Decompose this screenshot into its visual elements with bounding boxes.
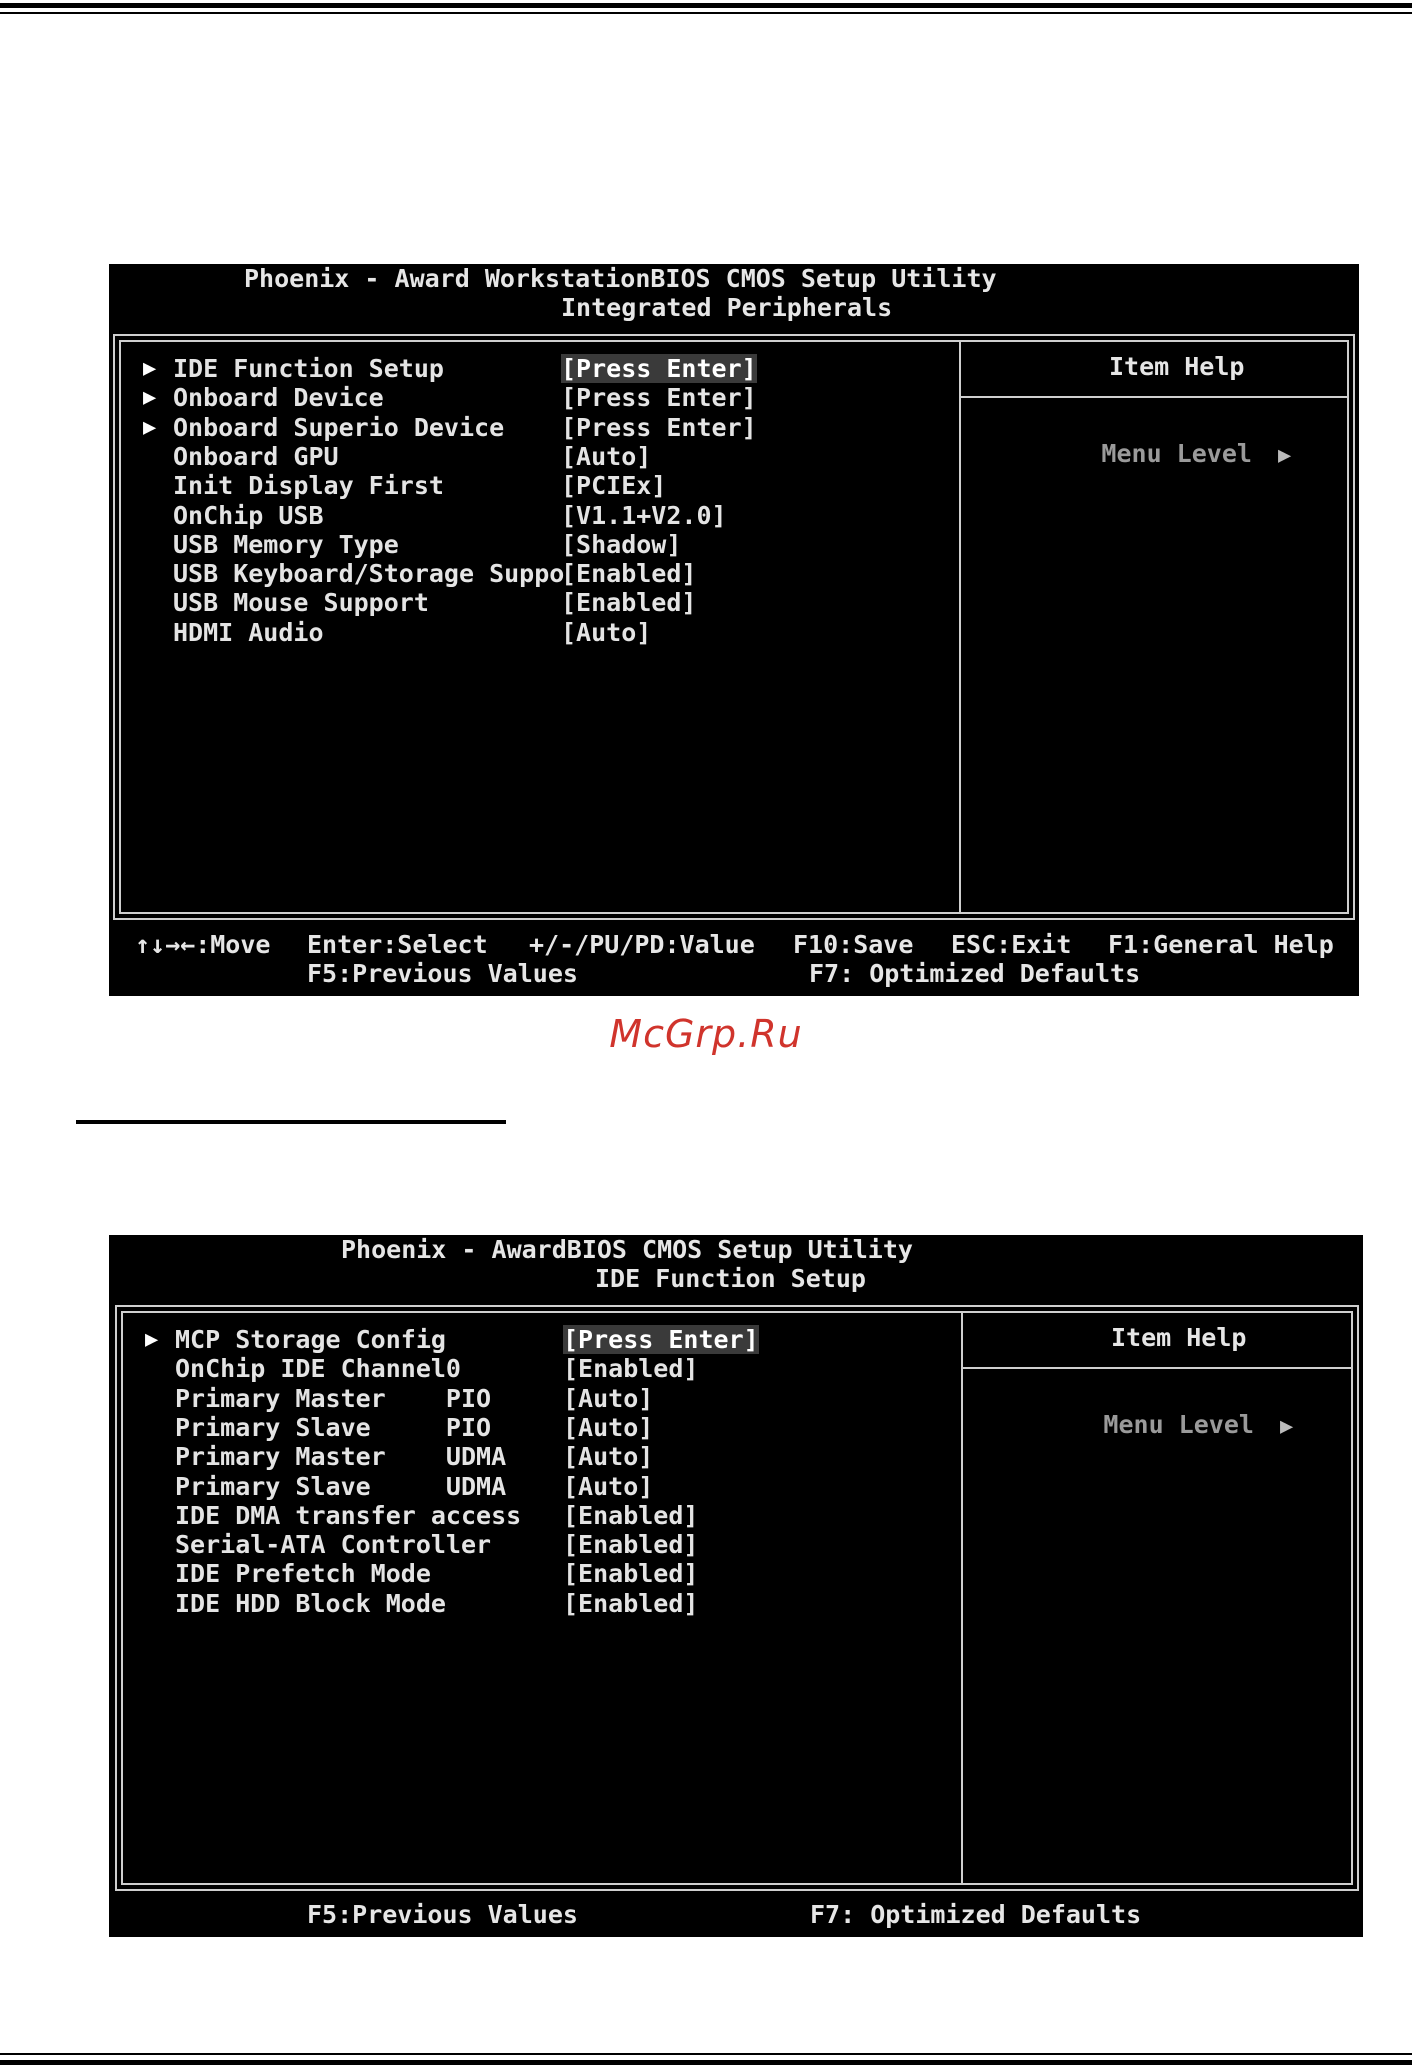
page-top-rule-thin <box>0 12 1412 14</box>
menu-level-label: Menu Level <box>1101 439 1252 468</box>
setting-row[interactable] <box>145 1589 905 1618</box>
setting-value[interactable]: [Auto] <box>561 441 652 471</box>
page-subtitle: Integrated Peripherals <box>561 293 893 322</box>
footer-optimized-defaults-hint: F7: Optimized Defaults <box>809 959 1141 988</box>
bios-screen-integrated-peripherals <box>109 264 1359 996</box>
bios-footer <box>109 924 1359 996</box>
setting-row[interactable] <box>145 1413 905 1442</box>
setting-value[interactable]: [Enabled] <box>563 1354 699 1384</box>
setting-label: Primary Master UDMA <box>175 1442 507 1472</box>
setting-value[interactable]: [Press Enter] <box>563 1325 759 1354</box>
help-divider <box>959 342 961 912</box>
bios-title: Phoenix - AwardBIOS CMOS Setup Utility <box>341 1235 913 1264</box>
setting-label: Serial-ATA Controller <box>175 1530 492 1560</box>
footer-select-hint: Enter:Select <box>307 930 488 959</box>
menu-level-text <box>983 1381 1293 1470</box>
setting-value[interactable]: [Enabled] <box>563 1559 699 1589</box>
page-top-rule <box>0 3 1412 8</box>
help-separator <box>963 1367 1351 1369</box>
setting-label: IDE Function Setup <box>173 354 444 383</box>
setting-row[interactable] <box>143 442 903 471</box>
setting-label: Init Display First <box>173 471 444 501</box>
setting-value[interactable]: [Enabled] <box>563 1530 699 1560</box>
setting-row[interactable] <box>145 1442 905 1471</box>
bios-screen-ide-function-setup <box>109 1235 1363 1937</box>
menu-level-arrow-icon: ▶ <box>1277 443 1292 468</box>
main-panel <box>115 1305 1359 1891</box>
page-subtitle: IDE Function Setup <box>595 1264 866 1293</box>
bios-header <box>109 1235 1363 1303</box>
setting-value[interactable]: [Enabled] <box>563 1500 699 1530</box>
menu-level-arrow-icon: ▶ <box>1279 1414 1294 1439</box>
setting-row[interactable] <box>143 530 903 559</box>
setting-value[interactable]: [Enabled] <box>561 588 697 618</box>
setting-row[interactable] <box>143 501 903 530</box>
main-panel-inner <box>119 340 1349 914</box>
footer-help-hint: F1:General Help <box>1108 930 1334 959</box>
setting-row[interactable] <box>145 1559 905 1588</box>
submenu-arrow-icon: ▶ <box>145 1327 159 1352</box>
menu-level-label: Menu Level <box>1103 1410 1254 1439</box>
submenu-arrow-icon: ▶ <box>143 414 157 440</box>
setting-value[interactable]: [PCIEx] <box>561 471 667 501</box>
setting-value[interactable]: [Enabled] <box>563 1588 699 1618</box>
page-bottom-rule <box>0 2060 1412 2065</box>
bios-title: Phoenix - Award WorkstationBIOS CMOS Setup Utility <box>244 264 997 293</box>
setting-row[interactable] <box>145 1354 905 1383</box>
setting-value[interactable]: [Shadow] <box>561 529 682 559</box>
setting-row[interactable] <box>143 413 903 442</box>
setting-value[interactable]: [Press Enter] <box>561 412 757 442</box>
page-bottom-rule-thin <box>0 2053 1412 2055</box>
setting-label: IDE HDD Block Mode <box>175 1588 446 1618</box>
help-separator <box>961 396 1347 398</box>
setting-row[interactable] <box>143 471 903 500</box>
setting-label: OnChip IDE Channel0 <box>175 1354 461 1384</box>
submenu-arrow-icon: ▶ <box>143 385 157 411</box>
setting-value[interactable]: [Enabled] <box>561 559 697 589</box>
footer-save-hint: F10:Save <box>793 930 914 959</box>
setting-value[interactable]: [Press Enter] <box>561 354 757 383</box>
setting-row[interactable] <box>143 588 903 617</box>
footer-move-hint: ↑↓→←:Move <box>135 930 271 959</box>
bios-header <box>109 264 1359 332</box>
setting-row[interactable] <box>143 354 903 383</box>
setting-value[interactable]: [Auto] <box>563 1442 654 1472</box>
section-underline <box>76 1120 506 1124</box>
setting-value[interactable]: [Auto] <box>563 1471 654 1501</box>
setting-label: Primary Master PIO <box>175 1383 492 1413</box>
setting-row[interactable] <box>143 618 903 647</box>
setting-label: Onboard Superio Device <box>173 412 505 442</box>
setting-label: OnChip USB <box>173 500 324 530</box>
setting-row[interactable] <box>143 559 903 588</box>
setting-row[interactable] <box>145 1472 905 1501</box>
setting-label: Onboard GPU <box>173 441 339 471</box>
setting-label: USB Mouse Support <box>173 588 429 618</box>
setting-label: Onboard Device <box>173 383 384 413</box>
watermark-logo: McGrp.Ru <box>609 1012 803 1056</box>
submenu-arrow-icon: ▶ <box>143 356 157 381</box>
setting-value[interactable]: [Auto] <box>563 1412 654 1442</box>
setting-label: USB Memory Type <box>173 529 399 559</box>
setting-label: MCP Storage Config <box>175 1325 446 1354</box>
help-divider <box>961 1313 963 1883</box>
setting-value[interactable]: [V1.1+V2.0] <box>561 500 727 530</box>
setting-row[interactable] <box>145 1530 905 1559</box>
setting-row[interactable] <box>145 1501 905 1530</box>
footer-previous-values-hint: F5:Previous Values <box>307 1900 578 1929</box>
footer-optimized-defaults-hint: F7: Optimized Defaults <box>810 1900 1142 1929</box>
setting-row[interactable] <box>143 383 903 412</box>
setting-label: Primary Slave UDMA <box>175 1471 507 1501</box>
setting-label: USB Keyboard/Storage Suppo <box>173 559 565 589</box>
setting-label: IDE Prefetch Mode <box>175 1559 431 1589</box>
footer-previous-values-hint: F5:Previous Values <box>307 959 578 988</box>
footer-value-hint: +/-/PU/PD:Value <box>529 930 755 959</box>
footer-exit-hint: ESC:Exit <box>951 930 1072 959</box>
setting-value[interactable]: [Auto] <box>561 617 652 647</box>
setting-label: HDMI Audio <box>173 617 324 647</box>
bios-footer <box>109 1893 1363 1937</box>
menu-level-text <box>981 410 1291 499</box>
setting-value[interactable]: [Auto] <box>563 1383 654 1413</box>
setting-row[interactable] <box>145 1384 905 1413</box>
item-help-title: Item Help <box>1111 1323 1247 1352</box>
main-panel-inner <box>121 1311 1353 1885</box>
main-panel <box>113 334 1355 920</box>
setting-label: Primary Slave PIO <box>175 1412 492 1442</box>
setting-row[interactable] <box>145 1325 905 1354</box>
setting-label: IDE DMA transfer access <box>175 1500 522 1530</box>
setting-value[interactable]: [Press Enter] <box>561 383 757 413</box>
item-help-title: Item Help <box>1109 352 1245 381</box>
